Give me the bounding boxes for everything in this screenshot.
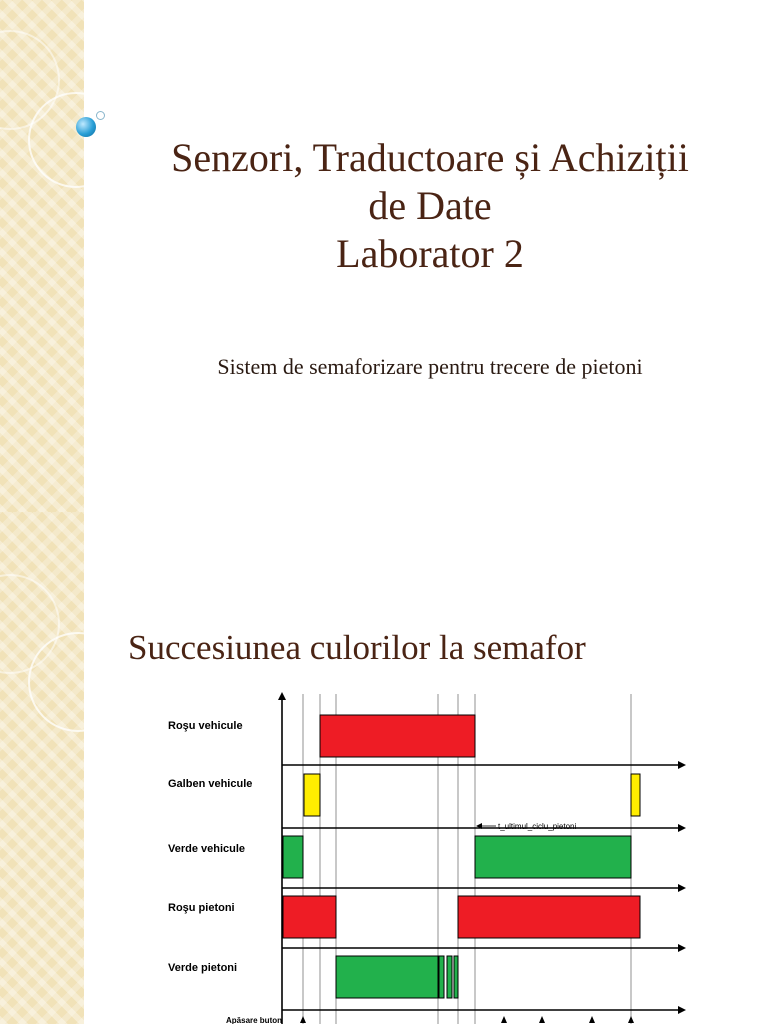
row-label-red-pedestrians: Roşu pietoni bbox=[168, 902, 235, 914]
bar-green-pedestrians-blink-3 bbox=[454, 956, 458, 998]
bar-red-pedestrians-2 bbox=[458, 896, 640, 938]
bar-yellow-vehicles-2 bbox=[631, 774, 640, 816]
baseline-arrows bbox=[678, 761, 686, 1014]
annotation-last-cycle bbox=[476, 822, 576, 831]
bottom-event-label: Apăsare buton bbox=[226, 1016, 283, 1024]
bar-red-vehicles bbox=[320, 715, 475, 757]
row-label-green-vehicles: Verde vehicule bbox=[168, 843, 246, 855]
slide-main-title bbox=[100, 134, 760, 278]
timing-diagram bbox=[160, 690, 690, 1024]
decorative-small-dot bbox=[96, 111, 105, 120]
row-label-green-pedestrians: Verde pietoni bbox=[168, 962, 238, 974]
title-line: Laborator 2 bbox=[336, 231, 524, 276]
title-line: de Date bbox=[368, 183, 492, 228]
title-line: Senzori, Traductoare și Achiziții bbox=[171, 135, 689, 180]
bar-red-pedestrians-1 bbox=[283, 896, 336, 938]
signal-bars bbox=[283, 715, 640, 998]
row-label-red-vehicles: Roşu vehicule bbox=[168, 720, 243, 732]
row-label-yellow-vehicles: Galben vehicule bbox=[168, 778, 253, 790]
bar-green-vehicles-1 bbox=[283, 836, 303, 878]
decorative-bullet-dot bbox=[76, 117, 96, 137]
bar-yellow-vehicles-1 bbox=[304, 774, 320, 816]
bar-green-pedestrians-blink-1 bbox=[439, 956, 444, 998]
bar-green-vehicles-2 bbox=[475, 836, 631, 878]
annotation-label: t_ultimul_ciclu_pietoni bbox=[498, 822, 577, 831]
bar-green-pedestrians bbox=[336, 956, 438, 998]
event-arrows bbox=[300, 1016, 634, 1023]
bar-green-pedestrians-blink-2 bbox=[447, 956, 452, 998]
slide-heading: Succesiunea culorilor la semafor bbox=[128, 628, 586, 667]
slide-subtitle: Sistem de semaforizare pentru trecere de pietoni bbox=[217, 354, 643, 379]
slide-timing-diagram bbox=[0, 512, 768, 1024]
